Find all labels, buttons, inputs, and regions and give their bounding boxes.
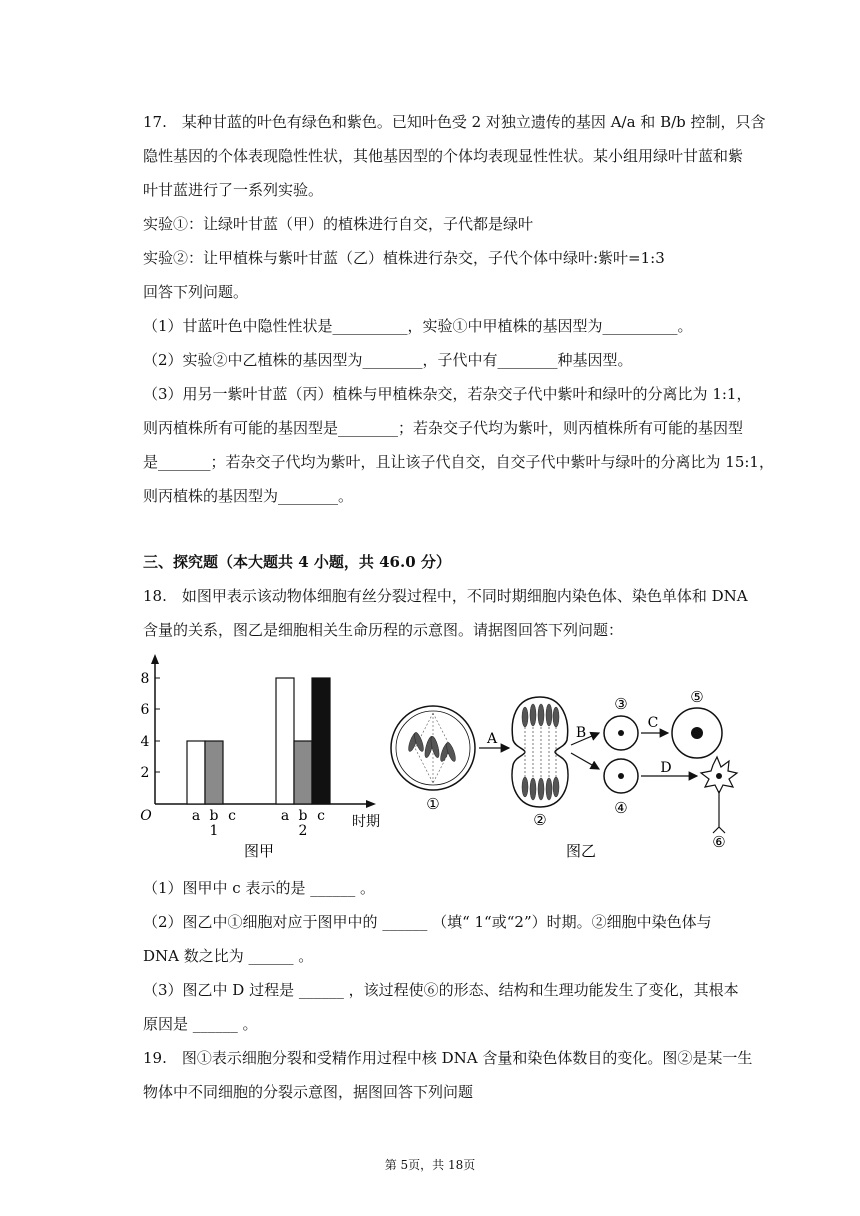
q17-line-3: 叶甘蓝进行了一系列实验。: [143, 181, 324, 199]
figure-b-caption: 图乙: [565, 842, 597, 860]
y-tick-2: 2: [140, 765, 150, 781]
bar-letter-group2-a: a: [280, 808, 290, 824]
q18-question-2: （2）图乙中①细胞对应于图甲中的 ______ （填“ 1“或“2”）时期。②细胞中染色体与: [143, 913, 712, 931]
cell-6: [701, 757, 737, 833]
cell-number-2: ②: [533, 811, 547, 829]
group-label-2: 2: [298, 823, 308, 839]
q17-line-11: 是_______；若杂交子代均为紫叶，且让该子代自交，自交子代中紫叶与绿叶的分离比为 15:1，: [143, 453, 774, 471]
cell-2: [512, 697, 568, 807]
cell-1: [391, 706, 475, 790]
y-axis-arrow: [151, 654, 159, 664]
section-heading: 三、探究题（本大题共 4 小题，共 46.0 分）: [143, 553, 451, 571]
bar-letter-group1-b: b: [209, 808, 219, 824]
q17-line-12: 则丙植株的基因型为________。: [143, 487, 354, 505]
q17-line-1: 17. 某种甘蓝的叶色有绿色和紫色。已知叶色受 2 对独立遗传的基因 A/a 和 B/b 控制，只含: [143, 113, 766, 131]
bar-group2-a: [276, 678, 294, 804]
bar-group1-a: [187, 741, 205, 804]
arrow-b-down: [571, 753, 599, 769]
q17-line-7: （1）甘蓝叶色中隐性性状是__________，实验①中甲植株的基因型为__________。: [143, 317, 693, 335]
page-footer: 第 5页，共 18页: [384, 1158, 476, 1172]
y-tick-4: 4: [140, 734, 150, 750]
y-tick-6: 6: [140, 702, 150, 718]
figure-b-cell-diagram: [385, 685, 760, 860]
origin-label: O: [140, 808, 152, 824]
cell-number-6: ⑥: [712, 833, 726, 851]
x-axis-label: 时期: [352, 814, 380, 830]
arrow-label-c: C: [647, 715, 659, 731]
q19-line-1: 19. 图①表示细胞分裂和受精作用过程中核 DNA 含量和染色体数目的变化。图②是某一生: [143, 1049, 753, 1067]
cell-3: [604, 716, 638, 750]
group-label-1: 1: [209, 823, 219, 839]
figure-a-bar-chart: [140, 652, 380, 862]
cell-number-4: ④: [614, 799, 628, 817]
q17-line-6: 回答下列问题。: [143, 283, 249, 301]
q19-line-2: 物体中不同细胞的分裂示意图，据图回答下列问题: [143, 1083, 474, 1101]
x-axis-arrow: [366, 800, 376, 808]
q18-question-3: （3）图乙中 D 过程是 ______ ，该过程使⑥的形态、结构和生理功能发生了变化，其根本: [143, 981, 739, 999]
bar-letter-group2-c: c: [317, 808, 325, 824]
q17-line-5: 实验②：让甲植株与紫叶甘蓝（乙）植株进行杂交，子代个体中绿叶:紫叶=1:3: [143, 249, 665, 267]
cell-4: [604, 759, 638, 793]
bar-letter-group2-b: b: [298, 808, 308, 824]
bar-group1-b: [205, 741, 223, 804]
arrow-label-a: A: [486, 731, 498, 747]
arrow-label-d: D: [660, 760, 672, 776]
bar-letter-group1-a: a: [191, 808, 201, 824]
q17-line-4: 实验①：让绿叶甘蓝（甲）的植株进行自交，子代都是绿叶: [143, 215, 534, 233]
bar-letter-group1-c: c: [228, 808, 236, 824]
cell-5: [672, 708, 722, 758]
cell-number-1: ①: [426, 795, 440, 813]
q17-line-10: 则丙植株所有可能的基因型是________；若杂交子代均为紫叶，则丙植株所有可能的基因型: [143, 419, 744, 437]
q17-line-9: （3）用另一紫叶甘蓝（丙）植株与甲植株杂交，若杂交子代中紫叶和绿叶的分离比为 1:1，: [143, 385, 752, 403]
q18-question-2-cont: DNA 数之比为 ______ 。: [143, 947, 314, 965]
q18-question-1: （1）图甲中 c 表示的是 ______ 。: [143, 879, 376, 897]
arrow-label-b: B: [575, 725, 587, 741]
q18-line-2: 含量的关系，图乙是细胞相关生命历程的示意图。请据图回答下列问题：: [143, 621, 624, 639]
cell-number-3: ③: [614, 695, 628, 713]
q17-line-2: 隐性基因的个体表现隐性性状，其他基因型的个体均表现显性性状。某小组用绿叶甘蓝和紫: [143, 147, 744, 165]
q18-question-3-cont: 原因是 ______ 。: [143, 1015, 258, 1033]
cell-number-5: ⑤: [690, 688, 704, 706]
bar-group2-b: [294, 741, 312, 804]
y-tick-8: 8: [140, 671, 150, 687]
q17-line-8: （2）实验②中乙植株的基因型为________，子代中有________种基因型。: [143, 351, 633, 369]
q18-line-1: 18. 如图甲表示该动物体细胞有丝分裂过程中，不同时期细胞内染色体、染色单体和 DNA: [143, 587, 748, 605]
figure-a-caption: 图甲: [243, 842, 275, 860]
bar-group2-c: [312, 678, 330, 804]
